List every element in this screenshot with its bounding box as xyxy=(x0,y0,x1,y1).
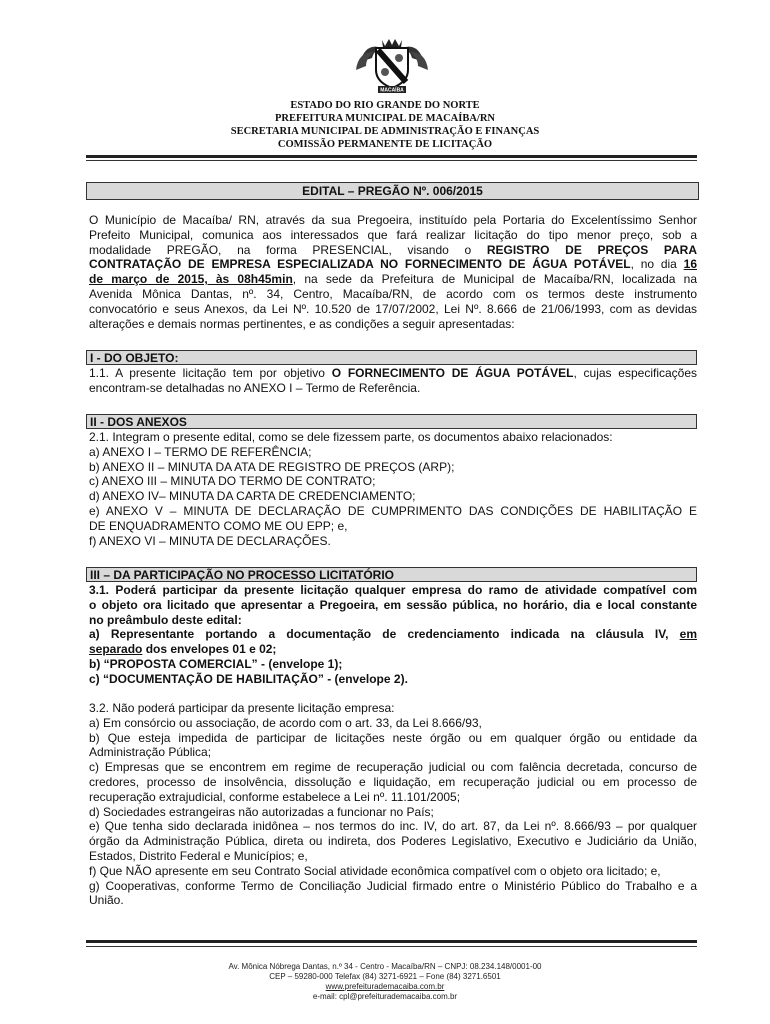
restricao-line: 3.2. Não poderá participar da presente licitação empresa: xyxy=(89,701,395,715)
header-divider-thin xyxy=(86,160,697,161)
intro-text: modalidade PREGÃO, na forma PRESENCIAL, visando o xyxy=(89,242,487,257)
section-objeto-body xyxy=(89,366,697,396)
objeto-bold: O FORNECIMENTO DE ÁGUA POTÁVEL xyxy=(331,366,574,380)
objeto-line: encontram-se detalhadas no ANEXO I – Termo de Referência. xyxy=(89,380,421,395)
intro-line xyxy=(89,257,697,272)
restricao-line: Administração Pública; xyxy=(89,745,212,760)
restricao-line: recuperação extrajudicial, conforme estabelece a Lei nº. 11.101/2005; xyxy=(89,789,461,804)
intro-text: , no dia xyxy=(630,257,684,272)
anexos-line: d) ANEXO IV– MINUTA DA CARTA DE CREDENCIAMENTO; xyxy=(89,489,416,504)
participacao-line xyxy=(89,642,697,657)
header-prefecture: PREFEITURA MUNICIPAL DE MACAÍBA/RN xyxy=(274,113,496,124)
header-divider xyxy=(86,155,697,158)
intro-line xyxy=(89,272,697,287)
objeto-text: , cujas especificações xyxy=(573,366,698,380)
objeto-text: 1.1. A presente licitação tem por objetivo xyxy=(89,366,332,380)
edital-title: EDITAL – PREGÃO Nº. 006/2015 xyxy=(86,182,699,200)
anexos-line: a) ANEXO I – TERMO DE REFERÊNCIA; xyxy=(89,444,312,459)
restricao-line: f) Que NÃO apresente em seu Contrato Social atividade econômica compatível com o objeto ora licitado; e, xyxy=(89,863,661,878)
participacao-underline: em xyxy=(679,627,697,642)
footer-divider xyxy=(86,940,697,943)
restricao-line: b) Que esteja impedida de participar de licitações neste órgão ou em qualquer órgão ou entidade da xyxy=(89,730,697,745)
intro-line xyxy=(89,243,697,258)
anexos-line: e) ANEXO V – MINUTA DE DECLARAÇÃO DE CUMPRIMENTO DAS CONDIÇÕES DE HABILITAÇÃO E xyxy=(89,503,697,518)
participacao-line: b) “PROPOSTA COMERCIAL” - (envelope 1); xyxy=(89,656,343,671)
restricao-line: d) Sociedades estrangeiras não autorizadas a funcionar no País; xyxy=(89,804,434,819)
participacao-line: o objeto ora licitado que apresentar a Pregoeira, em sessão pública, no horário, dia e local constante xyxy=(89,597,697,612)
objeto-line xyxy=(89,366,697,381)
participacao-line: 3.1. Poderá participar da presente licitação qualquer empresa do ramo de atividade compatível com xyxy=(89,583,697,597)
intro-line: O Município de Macaíba/ RN, através da sua Pregoeira, instituído pela Portaria do Excelentíssimo Senhor xyxy=(89,213,697,227)
header-state: ESTADO DO RIO GRANDE DO NORTE xyxy=(290,100,480,111)
footer-phone: CEP – 59280-000 Telefax (84) 3271-6921 – Fone (84) 3271.6501 xyxy=(269,972,501,981)
intro-bold: CONTRATAÇÃO DE EMPRESA ESPECIALIZADA NO FORNECIMENTO DE ÁGUA POTÁVEL xyxy=(89,257,631,272)
footer-website-line xyxy=(0,982,770,992)
restricao-line: credores, processo de insolvência, dissolução e liquidação, em recuperação judicial ou em processo de xyxy=(89,774,697,789)
intro-line: alterações e demais normas pertinentes, e as condições a seguir apresentadas: xyxy=(89,316,515,331)
crest-banner-text: MACAÍBA xyxy=(380,87,404,94)
intro-text: , na sede da Prefeitura de Municipal de Macaíba/RN, localizada na xyxy=(292,272,697,287)
section-participacao-bold xyxy=(89,583,697,687)
participacao-text: dos envelopes 01 e 02; xyxy=(142,642,277,657)
restricao-line: g) Cooperativas, conforme Termo de Conciliação Judicial firmado entre o Ministério Público do Trabalho e a xyxy=(89,878,697,893)
restricao-line: órgão da Administração Pública, direta ou indireta, dos Poderes Legislativo, Executivo e Judiciário da União, xyxy=(89,834,697,849)
section-heading-anexos: II - DOS ANEXOS xyxy=(86,414,697,429)
participacao-line: c) “DOCUMENTAÇÃO DE HABILITAÇÃO” - (envelope 2). xyxy=(89,671,408,686)
section-anexos-body xyxy=(89,430,697,548)
intro-line: convocatório e seus Anexos, da Lei Nº. 10.520 de 17/07/2002, Lei Nº. 8.666 de 21/06/1993, com as devidas xyxy=(89,301,697,316)
intro-date: de março de 2015, às 08h45min xyxy=(89,272,293,287)
intro-date-day: 16 xyxy=(683,257,697,272)
section-restricoes-body xyxy=(89,701,697,908)
footer-address: Av. Mônica Nóbrega Dantas, n.º 34 - Centro - Macaíba/RN – CNPJ: 08.234.148/0001-00 xyxy=(228,962,542,971)
section-heading-objeto: I - DO OBJETO: xyxy=(86,350,697,365)
restricao-line: União. xyxy=(89,893,124,908)
anexos-line: b) ANEXO II – MINUTA DA ATA DE REGISTRO DE PREÇOS (ARP); xyxy=(89,459,455,474)
participacao-underline: separado xyxy=(89,642,143,657)
footer-website-link[interactable]: www.prefeiturademacaiba.com.br xyxy=(325,982,445,991)
restricao-line: e) Que tenha sido declarada inidônea – nos termos do inc. IV, do art. 87, da Lei nº. 8.666/93 – por qualquer xyxy=(89,819,697,834)
anexos-line: c) ANEXO III – MINUTA DO TERMO DE CONTRATO; xyxy=(89,474,376,489)
intro-paragraph xyxy=(89,213,697,331)
restricao-line: Estados, Distrito Federal e Municípios; e, xyxy=(89,848,308,863)
anexos-line: DE ENQUADRAMENTO COMO ME OU EPP; e, xyxy=(89,518,348,533)
intro-line: Prefeito Municipal, comunica aos interessados que fará realizar licitação do tipo menor preço, sob a xyxy=(89,227,697,242)
participacao-text: a) Representante portando a documentação de credenciamento indicada na cláusula IV, xyxy=(89,627,680,642)
participacao-line xyxy=(89,627,697,642)
restricao-line: c) Empresas que se encontrem em regime de recuperação judicial ou com falência decretada, concurso de xyxy=(89,760,697,775)
header-secretariat: SECRETARIA MUNICIPAL DE ADMINISTRAÇÃO E FINANÇAS xyxy=(230,126,540,137)
anexos-line: 2.1. Integram o presente edital, como se dele fizessem parte, os documentos abaixo relacionados: xyxy=(89,430,613,444)
footer-divider-thin xyxy=(86,946,697,947)
coat-of-arms-logo xyxy=(352,36,432,96)
restricao-line: a) Em consórcio ou associação, de acordo com o art. 33, da Lei 8.666/93, xyxy=(89,715,482,730)
intro-bold: REGISTRO DE PREÇOS PARA xyxy=(486,242,697,257)
intro-line: Avenida Mônica Dantas, nº. 34, Centro, Macaíba/RN, de acordo com os termos deste instrumento xyxy=(89,286,697,301)
header-commission: COMISSÃO PERMANENTE DE LICITAÇÃO xyxy=(277,139,493,150)
anexos-line: f) ANEXO VI – MINUTA DE DECLARAÇÕES. xyxy=(89,533,331,548)
participacao-line: no preâmbulo deste edital: xyxy=(89,612,242,627)
section-heading-participacao: III – DA PARTICIPAÇÃO NO PROCESSO LICITATÓRIO xyxy=(86,567,697,582)
footer-email[interactable]: e-mail: cpl@prefeiturademacaiba.com.br xyxy=(312,992,458,1001)
